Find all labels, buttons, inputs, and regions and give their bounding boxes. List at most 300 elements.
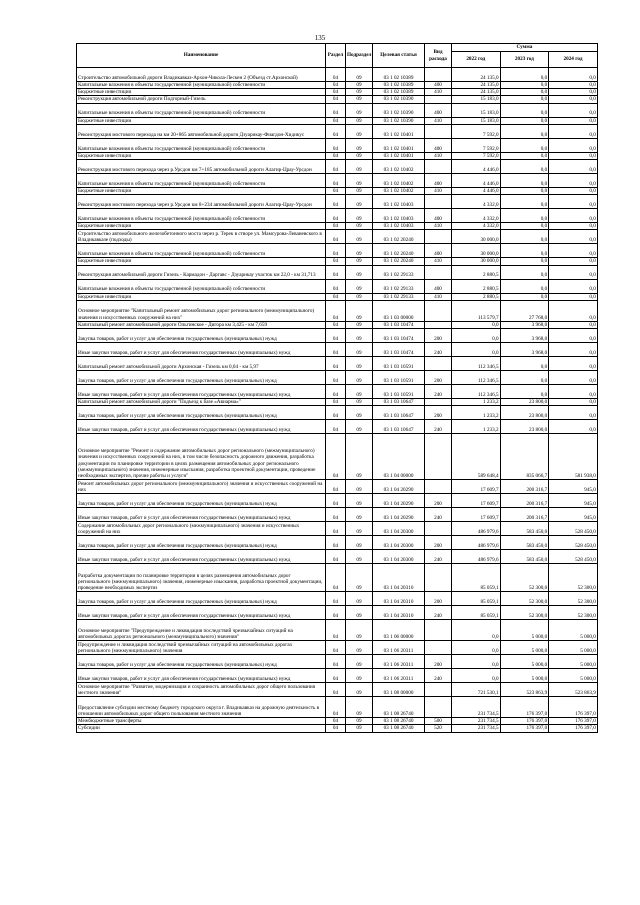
row-sum-2023: 200 316,7 [500, 480, 549, 494]
row-subsection: 09 [346, 406, 373, 420]
row-sum-2024: 0,0 [549, 223, 598, 230]
row-subsection: 09 [346, 195, 373, 209]
row-expense: 200 [425, 536, 452, 550]
row-sum-2023: 176 397,0 [500, 718, 549, 725]
row-expense: 240 [425, 508, 452, 522]
row-section: 04 [326, 124, 346, 138]
row-expense: 200 [425, 406, 452, 420]
row-sum-2022: 2 880,5 [452, 293, 501, 300]
row-name: Предоставление субсидии местному бюджету городского округа г. Владикавказ на дорожную деятельность в отношении автомобильных дорог общего пользования местного значения [77, 697, 326, 718]
table-row [77, 434, 598, 480]
row-sum-2023: 0,0 [500, 82, 549, 89]
row-name: Субсидии [77, 725, 326, 732]
row-sum-2024: 0,0 [549, 89, 598, 96]
row-expense: 410 [425, 117, 452, 124]
row-section: 04 [326, 606, 346, 620]
row-section: 04 [326, 480, 346, 494]
row-name: Закупка товаров, работ и услуг для обеспечения государственных (муниципальных) нужд [77, 536, 326, 550]
table-row [77, 293, 598, 300]
table-row [77, 371, 598, 385]
row-subsection: 09 [346, 209, 373, 223]
row-subsection: 09 [346, 564, 373, 592]
row-sum-2022: 7 592,0 [452, 124, 501, 138]
header-year-2022: 2022 год [452, 52, 501, 68]
row-sum-2023: 583 450,0 [500, 536, 549, 550]
row-target: 03 1 03 10591 [373, 357, 425, 371]
row-name: Закупка товаров, работ и услуг для обеспечения государственных (муниципальных) нужд [77, 592, 326, 606]
row-name: Строительство автомобильного железобетонного моста через р. Терек в створе ул. Мамсурова-Леваневского в Владикавказе (подходы) [77, 230, 326, 244]
row-section: 04 [326, 329, 346, 343]
row-expense: 400 [425, 279, 452, 293]
table-row [77, 244, 598, 258]
header-year-2024: 2024 год [549, 52, 598, 68]
row-sum-2023: 0,0 [500, 117, 549, 124]
row-section: 04 [326, 399, 346, 406]
row-name: Бюджетные инвестиции [77, 258, 326, 265]
row-subsection: 09 [346, 230, 373, 244]
row-sum-2023: 0,0 [500, 265, 549, 279]
table-row [77, 195, 598, 209]
row-target: 03 1 08 00000 [373, 683, 425, 697]
row-section: 04 [326, 697, 346, 718]
row-sum-2024: 0,0 [549, 188, 598, 195]
row-sum-2022: 4 332,0 [452, 195, 501, 209]
row-section: 04 [326, 343, 346, 357]
row-target: 03 1 02 10403 [373, 195, 425, 209]
row-expense [425, 265, 452, 279]
row-target: 03 1 03 10647 [373, 420, 425, 434]
row-sum-2023: 0,0 [500, 371, 549, 385]
row-sum-2024: 5 000,0 [549, 620, 598, 641]
row-sum-2022: 486 979,6 [452, 522, 501, 536]
row-section: 04 [326, 195, 346, 209]
row-target: 03 1 02 29133 [373, 279, 425, 293]
row-sum-2022: 30 000,0 [452, 230, 501, 244]
row-sum-2024: 52 300,0 [549, 606, 598, 620]
header-name: Наименование [77, 44, 326, 68]
row-subsection: 09 [346, 124, 373, 138]
row-sum-2024: 0,0 [549, 124, 598, 138]
row-sum-2024: 5 000,0 [549, 655, 598, 669]
table-row [77, 188, 598, 195]
row-sum-2022: 0,0 [452, 641, 501, 655]
row-sum-2024: 0,0 [549, 293, 598, 300]
row-subsection: 09 [346, 160, 373, 174]
row-target: 03 1 04 20300 [373, 536, 425, 550]
row-expense [425, 124, 452, 138]
row-subsection: 09 [346, 174, 373, 188]
row-subsection: 09 [346, 244, 373, 258]
table-row [77, 209, 598, 223]
row-expense: 410 [425, 258, 452, 265]
row-sum-2022: 4 446,0 [452, 160, 501, 174]
header-sum: Сумма [452, 44, 598, 52]
row-section: 04 [326, 300, 346, 321]
row-subsection: 09 [346, 82, 373, 89]
row-sum-2024: 528 450,0 [549, 536, 598, 550]
row-name: Иные закупки товаров, работ и услуг для обеспечения государственных (муниципальных) нужд [77, 385, 326, 399]
table-row [77, 550, 598, 564]
row-name: Капитальные вложения в объекты государственной (муниципальной) собственности [77, 138, 326, 152]
row-target: 03 1 03 00000 [373, 300, 425, 321]
row-sum-2022: 17 609,7 [452, 494, 501, 508]
row-name: Содержание автомобильных дорог регионального (межмуниципального) значения и искусственных сооружений на них [77, 522, 326, 536]
table-row [77, 508, 598, 522]
table-row [77, 321, 598, 328]
row-sum-2024: 0,0 [549, 209, 598, 223]
table-row [77, 669, 598, 683]
row-section: 04 [326, 293, 346, 300]
row-sum-2023: 0,0 [500, 89, 549, 96]
table-row [77, 329, 598, 343]
row-sum-2024: 0,0 [549, 420, 598, 434]
row-name: Основное мероприятие "Предупреждение и ликвидация последствий чрезвычайных ситуаций на автомобильных дорогах регионального (межмуниципального) значения" [77, 620, 326, 641]
row-section: 04 [326, 244, 346, 258]
row-target: 03 1 06 00000 [373, 620, 425, 641]
row-name: Бюджетные инвестиции [77, 223, 326, 230]
row-sum-2022: 17 609,7 [452, 480, 501, 494]
row-target: 03 1 02 10401 [373, 152, 425, 159]
row-name: Основное мероприятие "Развитие, модернизация и сохранность автомобильных дорог общего пользования местного значения" [77, 683, 326, 697]
row-target: 03 1 02 10403 [373, 209, 425, 223]
row-subsection: 09 [346, 434, 373, 480]
row-target: 03 1 04 20310 [373, 606, 425, 620]
row-name: Иные закупки товаров, работ и услуг для обеспечения государственных (муниципальных) нужд [77, 420, 326, 434]
row-subsection: 09 [346, 258, 373, 265]
table-row [77, 406, 598, 420]
row-target: 03 1 02 10390 [373, 103, 425, 117]
row-subsection: 09 [346, 399, 373, 406]
row-subsection: 09 [346, 293, 373, 300]
page-number: 135 [314, 34, 326, 42]
row-subsection: 09 [346, 357, 373, 371]
row-sum-2023: 5 000,0 [500, 620, 549, 641]
row-section: 04 [326, 160, 346, 174]
row-sum-2022: 15 183,0 [452, 96, 501, 103]
row-subsection: 09 [346, 321, 373, 328]
row-sum-2024: 5 000,0 [549, 669, 598, 683]
row-sum-2024: 528 450,0 [549, 550, 598, 564]
row-expense: 410 [425, 89, 452, 96]
row-sum-2022: 85 059,1 [452, 592, 501, 606]
row-sum-2022: 1 233,2 [452, 406, 501, 420]
row-sum-2022: 486 979,6 [452, 536, 501, 550]
row-name: Бюджетные инвестиции [77, 89, 326, 96]
row-section: 04 [326, 371, 346, 385]
row-sum-2023: 0,0 [500, 258, 549, 265]
row-expense: 400 [425, 244, 452, 258]
table-row [77, 82, 598, 89]
row-name: Капитальные вложения в объекты государственной (муниципальной) собственности [77, 244, 326, 258]
row-sum-2022: 113 579,7 [452, 300, 501, 321]
row-section: 04 [326, 494, 346, 508]
row-expense: 400 [425, 174, 452, 188]
row-expense: 240 [425, 550, 452, 564]
row-sum-2024: 0,0 [549, 343, 598, 357]
row-sum-2024: 0,0 [549, 138, 598, 152]
row-name: Закупка товаров, работ и услуг для обеспечения государственных (муниципальных) нужд [77, 494, 326, 508]
row-sum-2023: 23 800,0 [500, 406, 549, 420]
row-name: Реконструкция мостового перехода через р.Урсдон км 7+185 автомобильной дороги Алагир-Црау-Урсдон [77, 160, 326, 174]
row-expense [425, 195, 452, 209]
row-expense [425, 641, 452, 655]
row-target: 03 1 03 10474 [373, 343, 425, 357]
row-sum-2023: 0,0 [500, 230, 549, 244]
row-sum-2023: 0,0 [500, 103, 549, 117]
row-name: Бюджетные инвестиции [77, 152, 326, 159]
row-sum-2022: 30 000,0 [452, 258, 501, 265]
row-expense [425, 683, 452, 697]
row-target: 03 1 08 26740 [373, 697, 425, 718]
row-target: 03 1 04 20300 [373, 550, 425, 564]
row-sum-2024: 0,0 [549, 160, 598, 174]
row-expense: 200 [425, 655, 452, 669]
header-subsection: Подраздел [346, 44, 373, 68]
row-expense: 400 [425, 138, 452, 152]
row-section: 04 [326, 592, 346, 606]
row-sum-2022: 0,0 [452, 620, 501, 641]
row-target: 03 1 06 20311 [373, 655, 425, 669]
row-sum-2023: 23 800,0 [500, 399, 549, 406]
row-section: 04 [326, 434, 346, 480]
row-expense: 400 [425, 82, 452, 89]
row-subsection: 09 [346, 329, 373, 343]
row-subsection: 09 [346, 279, 373, 293]
row-name: Бюджетные инвестиции [77, 117, 326, 124]
row-sum-2024: 0,0 [549, 265, 598, 279]
row-name: Межбюджетные трансферты [77, 718, 326, 725]
table-header [77, 44, 598, 68]
row-sum-2023: 3 968,0 [500, 343, 549, 357]
row-name: Иные закупки товаров, работ и услуг для обеспечения государственных (муниципальных) нужд [77, 550, 326, 564]
table-row [77, 606, 598, 620]
row-subsection: 09 [346, 697, 373, 718]
row-sum-2024: 52 300,0 [549, 592, 598, 606]
row-expense: 240 [425, 343, 452, 357]
row-target: 03 1 02 10403 [373, 223, 425, 230]
row-name: Иные закупки товаров, работ и услуг для обеспечения государственных (муниципальных) нужд [77, 343, 326, 357]
row-target: 03 1 03 10647 [373, 406, 425, 420]
row-section: 04 [326, 103, 346, 117]
table-row [77, 718, 598, 725]
row-sum-2024: 0,0 [549, 82, 598, 89]
row-name: Иные закупки товаров, работ и услуг для обеспечения государственных (муниципальных) нужд [77, 669, 326, 683]
row-name: Закупка товаров, работ и услуг для обеспечения государственных (муниципальных) нужд [77, 371, 326, 385]
row-expense [425, 399, 452, 406]
row-sum-2022: 15 183,0 [452, 103, 501, 117]
row-expense: 410 [425, 188, 452, 195]
row-sum-2022: 231 734,5 [452, 718, 501, 725]
row-expense [425, 564, 452, 592]
table-row [77, 138, 598, 152]
row-section: 04 [326, 718, 346, 725]
row-name: Иные закупки товаров, работ и услуг для обеспечения государственных (муниципальных) нужд [77, 508, 326, 522]
row-sum-2022: 1 233,2 [452, 399, 501, 406]
row-sum-2023: 0,0 [500, 68, 549, 82]
row-sum-2023: 176 397,0 [500, 697, 549, 718]
table-row [77, 683, 598, 697]
row-sum-2024: 0,0 [549, 230, 598, 244]
row-sum-2024: 176 397,0 [549, 718, 598, 725]
row-target: 03 1 06 20311 [373, 641, 425, 655]
row-target: 03 1 04 20310 [373, 564, 425, 592]
row-sum-2022: 4 332,0 [452, 209, 501, 223]
header-section: Раздел [326, 44, 346, 68]
row-sum-2024: 52 300,0 [549, 564, 598, 592]
row-section: 04 [326, 550, 346, 564]
row-section: 04 [326, 265, 346, 279]
row-expense [425, 230, 452, 244]
row-expense: 240 [425, 669, 452, 683]
row-sum-2024: 5 000,0 [549, 641, 598, 655]
row-sum-2022: 2 880,5 [452, 265, 501, 279]
row-name: Капитальные вложения в объекты государственной (муниципальной) собственности [77, 209, 326, 223]
table-row [77, 592, 598, 606]
row-sum-2024: 0,0 [549, 174, 598, 188]
row-section: 04 [326, 522, 346, 536]
table-row [77, 655, 598, 669]
row-sum-2022: 24 135,0 [452, 68, 501, 82]
row-sum-2022: 24 135,0 [452, 82, 501, 89]
row-sum-2024: 0,0 [549, 406, 598, 420]
row-name: Предупреждение и ликвидация последствий чрезвычайных ситуаций на автомобильных дорогах регионального (межмуниципального) значения [77, 641, 326, 655]
row-subsection: 09 [346, 96, 373, 103]
row-name: Капитальный ремонт автомобильной дороги Ольгинское - Дигора км 3,425 - км 7,659 [77, 321, 326, 328]
row-expense [425, 357, 452, 371]
row-subsection: 09 [346, 385, 373, 399]
row-target: 03 1 02 10402 [373, 188, 425, 195]
row-expense [425, 522, 452, 536]
row-sum-2023: 583 450,0 [500, 550, 549, 564]
row-target: 03 1 04 20310 [373, 592, 425, 606]
row-sum-2022: 0,0 [452, 321, 501, 328]
row-sum-2024: 176 397,0 [549, 697, 598, 718]
row-sum-2023: 52 300,0 [500, 606, 549, 620]
row-sum-2023: 0,0 [500, 96, 549, 103]
row-sum-2022: 30 000,0 [452, 244, 501, 258]
table-row [77, 420, 598, 434]
row-subsection: 09 [346, 669, 373, 683]
row-section: 04 [326, 209, 346, 223]
row-sum-2022: 0,0 [452, 655, 501, 669]
row-target: 03 1 02 20240 [373, 244, 425, 258]
row-name: Капитальные вложения в объекты государственной (муниципальной) собственности [77, 279, 326, 293]
row-target: 03 1 02 10389 [373, 68, 425, 82]
row-sum-2023: 0,0 [500, 188, 549, 195]
row-target: 03 1 03 10474 [373, 329, 425, 343]
header-year-2023: 2023 год [500, 52, 549, 68]
row-target: 03 1 03 10591 [373, 385, 425, 399]
row-subsection: 09 [346, 522, 373, 536]
row-sum-2022: 112 346,5 [452, 357, 501, 371]
row-sum-2024: 945,0 [549, 508, 598, 522]
row-subsection: 09 [346, 494, 373, 508]
table-row [77, 124, 598, 138]
row-sum-2023: 5 000,0 [500, 641, 549, 655]
row-sum-2023: 27 768,0 [500, 300, 549, 321]
row-target: 03 1 02 10389 [373, 89, 425, 96]
table-row [77, 697, 598, 718]
row-sum-2022: 112 346,5 [452, 385, 501, 399]
row-subsection: 09 [346, 620, 373, 641]
table-body [77, 68, 598, 733]
row-name: Капитальные вложения в объекты государственной (муниципальной) собственности [77, 82, 326, 89]
row-expense [425, 697, 452, 718]
row-section: 04 [326, 385, 346, 399]
row-sum-2024: 0,0 [549, 279, 598, 293]
row-section: 04 [326, 564, 346, 592]
row-expense: 240 [425, 385, 452, 399]
row-subsection: 09 [346, 641, 373, 655]
row-expense [425, 300, 452, 321]
row-expense: 200 [425, 494, 452, 508]
row-target: 03 1 02 10389 [373, 82, 425, 89]
row-name: Основное мероприятие "Капитальный ремонт автомобильных дорог регионального (межмуниципального) значения и искусственных сооружений на них" [77, 300, 326, 321]
table-row [77, 357, 598, 371]
row-sum-2024: 0,0 [549, 371, 598, 385]
row-sum-2022: 4 446,0 [452, 188, 501, 195]
row-target: 03 1 02 10402 [373, 160, 425, 174]
row-sum-2024: 0,0 [549, 152, 598, 159]
row-sum-2022: 231 734,5 [452, 725, 501, 732]
row-sum-2023: 523 863,9 [500, 683, 549, 697]
table-row [77, 300, 598, 321]
row-section: 04 [326, 683, 346, 697]
row-section: 04 [326, 406, 346, 420]
table-row [77, 399, 598, 406]
table-row [77, 265, 598, 279]
row-sum-2024: 0,0 [549, 103, 598, 117]
row-sum-2023: 23 800,0 [500, 420, 549, 434]
header-expense: Вид расхода [425, 44, 452, 68]
row-expense: 400 [425, 103, 452, 117]
table-row [77, 258, 598, 265]
row-subsection: 09 [346, 265, 373, 279]
row-sum-2023: 0,0 [500, 160, 549, 174]
row-name: Основное мероприятие "Ремонт и содержание автомобильных дорог регионального (межмуниципального) значения и искусственных сооружений на них, в том числе безопасность дорожного движения, разработка документации по планировке территории в целях размещения автомобильных дорог регионального (межмуниципального) значения, инженерные изыскания, разработка проектной документации, проведение необходимых экспертиз, прочие работы и услуги" [77, 434, 326, 480]
row-sum-2023: 200 316,7 [500, 508, 549, 522]
row-target: 03 1 03 10647 [373, 399, 425, 406]
row-name: Реконструкция автомобильной дороги Подгорный-Гизель [77, 96, 326, 103]
row-section: 04 [326, 725, 346, 732]
row-expense [425, 620, 452, 641]
row-sum-2022: 0,0 [452, 329, 501, 343]
row-subsection: 09 [346, 480, 373, 494]
row-section: 04 [326, 89, 346, 96]
row-name: Капитальный ремонт автомобильной дороги "Подъезд к базе «Авиарма»" [77, 399, 326, 406]
row-target: 03 1 02 10390 [373, 96, 425, 103]
row-section: 04 [326, 96, 346, 103]
row-sum-2023: 200 316,7 [500, 494, 549, 508]
table-row [77, 89, 598, 96]
row-target: 03 1 04 00000 [373, 434, 425, 480]
row-subsection: 09 [346, 223, 373, 230]
row-sum-2023: 0,0 [500, 357, 549, 371]
row-sum-2024: 0,0 [549, 96, 598, 103]
row-section: 04 [326, 536, 346, 550]
row-section: 04 [326, 82, 346, 89]
row-sum-2022: 17 609,7 [452, 508, 501, 522]
row-section: 04 [326, 357, 346, 371]
table-row [77, 725, 598, 732]
row-subsection: 09 [346, 592, 373, 606]
row-subsection: 09 [346, 300, 373, 321]
row-name: Реконструкция мостового перехода на км 20+865 автомобильной дороги Дзуарикау-Фиагдон-Хидикус [77, 124, 326, 138]
row-sum-2024: 0,0 [549, 68, 598, 82]
row-sum-2023: 0,0 [500, 293, 549, 300]
row-target: 03 1 02 29133 [373, 293, 425, 300]
table-row [77, 522, 598, 536]
